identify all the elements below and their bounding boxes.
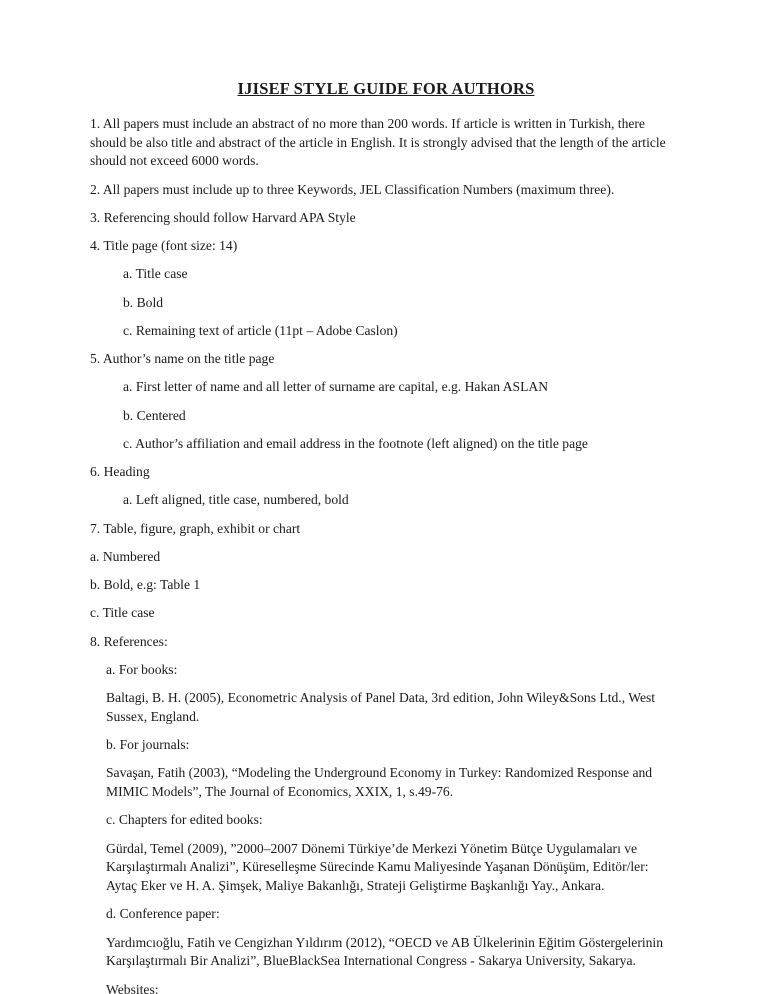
- references-conference-label: d. Conference paper:: [106, 906, 220, 922]
- rule-title-page-b: b. Bold: [123, 294, 164, 310]
- rule-author-name-c: c. Author’s affiliation and email address in the footnote (left aligned) on the title page: [123, 435, 588, 451]
- rule-heading-a: a. Left aligned, title case, numbered, bold: [123, 492, 349, 508]
- rule-table-figure-b: b. Bold, e.g: Table 1: [90, 577, 201, 593]
- rule-title-page-c: c. Remaining text of article (11pt – Adobe Caslon): [123, 322, 398, 338]
- references-chapters-example: Gürdal, Temel (2009), ”2000–2007 Dönemi Türkiye’de Merkezi Yönetim Bütçe Uygulamaları ve Karşılaştırmalı Analizi”, Küreselleşme Sürecinde Kamu Maliyesinde Yaşanan Dönüşüm, Editör/ler: Aytaç Eker ve H. A. Şimşek, Maliye Bakanlığı, Strateji Geliştirme Başkanlığı Yay., Ankara.: [106, 840, 649, 894]
- references-websites-label: Websites:: [106, 981, 159, 994]
- rule-table-figure: 7. Table, figure, graph, exhibit or chart: [90, 520, 301, 536]
- references-conference-example: Yardımcıoğlu, Fatih ve Cengizhan Yıldırım (2012), “OECD ve AB Ülkelerinin Eğitim Göstergelerinin Karşılaştırmalı Bir Analizi”, BlueBlackSea International Congress - Sakarya University, Sakarya.: [106, 934, 664, 969]
- rule-title-page: 4. Title page (font size: 14): [90, 238, 238, 254]
- rule-title-page-a: a. Title case: [123, 266, 188, 282]
- references-books-label: a. For books:: [106, 661, 178, 677]
- references-chapters-label: c. Chapters for edited books:: [106, 812, 263, 828]
- document-title: IJISEF STYLE GUIDE FOR AUTHORS: [237, 79, 535, 98]
- rule-heading: 6. Heading: [90, 464, 150, 480]
- rule-keywords: 2. All papers must include up to three Keywords, JEL Classification Numbers (maximum three).: [90, 181, 615, 197]
- references-journals-label: b. For journals:: [106, 737, 190, 753]
- rule-author-name-a: a. First letter of name and all letter of surname are capital, e.g. Hakan ASLAN: [123, 379, 549, 395]
- rule-author-name: 5. Author’s name on the title page: [90, 351, 275, 367]
- references-journals-example: Savaşan, Fatih (2003), “Modeling the Underground Economy in Turkey: Randomized Response and MIMIC Models”, The Journal of Economics, XXIX, 1, s.49-76.: [106, 765, 653, 800]
- rule-author-name-b: b. Centered: [123, 407, 186, 423]
- rule-table-figure-c: c. Title case: [90, 605, 155, 621]
- rule-abstract: 1. All papers must include an abstract of no more than 200 words. If article is written in Turkish, there should be also title and abstract of the article in English. It is strongly advised that the length of the article should not exceed 6000 words.: [90, 115, 666, 169]
- references-books-example: Baltagi, B. H. (2005), Econometric Analysis of Panel Data, 3rd edition, John Wiley&Sons Ltd., West Sussex, England.: [106, 690, 656, 724]
- rule-referencing-style: 3. Referencing should follow Harvard APA Style: [90, 209, 356, 225]
- rule-table-figure-a: a. Numbered: [90, 548, 161, 564]
- rule-references: 8. References:: [90, 633, 168, 649]
